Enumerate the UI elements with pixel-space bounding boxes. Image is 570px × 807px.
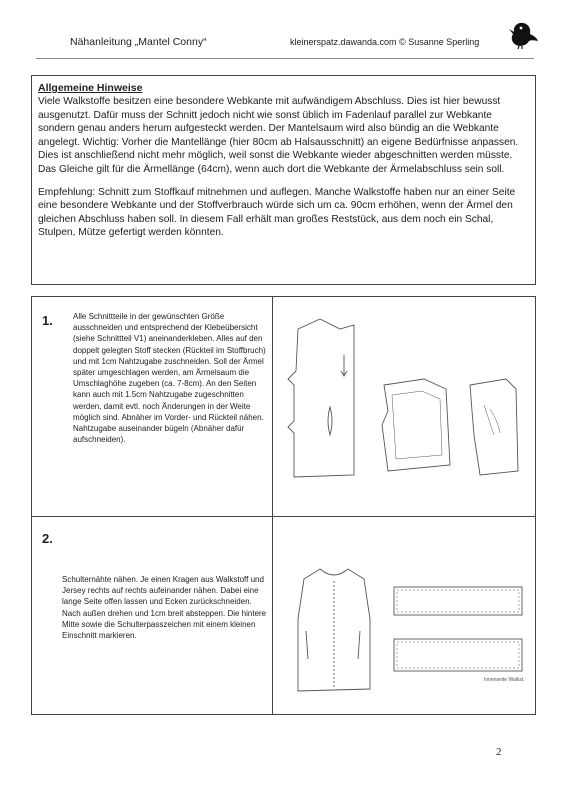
pocket-marks: [306, 631, 360, 659]
assembly-figure: [284, 559, 530, 709]
recommendation-paragraph: Empfehlung: Schnitt zum Stoffkauf mitnehmen und auflegen. Manche Walkstoffe haben nur an einer Seite eine besondere Webkante und der Stoffverbrauch würde sich um ca. 90cm erhöhen, wenn der Ärmel den gleichen Abschluss haben soll. In diesem Fall erhält man großes Reststück, aus dem noch ein Schal, Stulpen, Mütze gefertigt werden könnten.: [38, 186, 516, 239]
step-2-instructions: Schulternähte nähen. Je einen Kragen aus Walkstoff und Jersey rechts auf rechts aufeinander nähen. Dabei eine lange Seite offen lassen und Ecken zurückschneiden. Nach außen drehen und 1cm breit absteppen. Die hintere Mitte sowie die Schulterpasszeichen mit einem kleinen Einschnitt markieren.: [62, 575, 267, 641]
side-piece-outline: [470, 379, 518, 475]
general-notes-heading: Allgemeine Hinweise: [38, 82, 143, 94]
dart-mark: [328, 407, 332, 435]
collar-inner: [394, 639, 522, 671]
copyright-line: kleinerspatz.dawanda.com © Susanne Sperling: [290, 37, 480, 47]
pattern-pieces-figure: [284, 315, 530, 487]
page-header: [0, 0, 570, 70]
document-title: Nähanleitung „Mantel Conny“: [70, 36, 207, 48]
grain-arrow: [341, 355, 347, 376]
front-piece-outline: [288, 319, 354, 477]
step-1-instructions: Alle Schnittteile in der gewünschten Größe ausschneiden und entsprechend der Klebeübersicht (siehe Schnittteil V1) aneinanderkleben. Alles auf den doppelt gelegten Stoff stecken (Rückteil im Stoffbruch) und mit 1cm Nahtzugabe zuschneiden. Soll der Ärmel später umgeschlagen werden, am Ärmelsaum die Umschlaghöhe zugeben (ca. 7-8cm). An den Seiten kann auch mit 1.5cm Nahtzugabe zugeschnitten werden, damit evtl. noch Änderungen in der Weite möglich sind. Abnäher im Vorder- und Rückteil nähen. Nahtzugabe auseinander bügeln (Abnäher dafür aufschneiden).: [73, 312, 266, 445]
collar-outer: [394, 587, 522, 615]
bird-icon: [505, 19, 539, 49]
row-divider: [32, 516, 535, 517]
header-rule: [36, 58, 534, 59]
general-notes-paragraph: Viele Walkstoffe besitzen eine besondere Webkante mit aufwändigem Abschluss. Dies ist hier bewusst ausgenutzt. Dafür muss der Schnitt jedoch nicht wie sonst üblich im Fadenlauf parallel zur Webkante sondern genau anders herum aufgesteckt werden. Der Mantelsaum wird also bündig an die Webkante angelegt. Wichtig: Vorher die Mantellänge (hier 80cm ab Halsausschnitt) an eigene Bedürfnisse anpassen. Dies ist anschließend nicht mehr möglich, weil sonst die Webkante wieder abgeschnitten werden müsste. Das Gleiche gilt für die Ärmellänge (64cm), wenn auch dort die Webkante der Ärmelabschluss sein soll.: [38, 96, 519, 175]
page-number: 2: [496, 746, 502, 758]
column-divider: [272, 297, 273, 714]
steps-table: [31, 296, 536, 715]
step-1-number: 1.: [42, 313, 53, 328]
figure-caption: Innenseite Walkst.: [484, 677, 525, 683]
step-2-number: 2.: [42, 531, 53, 546]
general-notes-box: [31, 75, 536, 285]
